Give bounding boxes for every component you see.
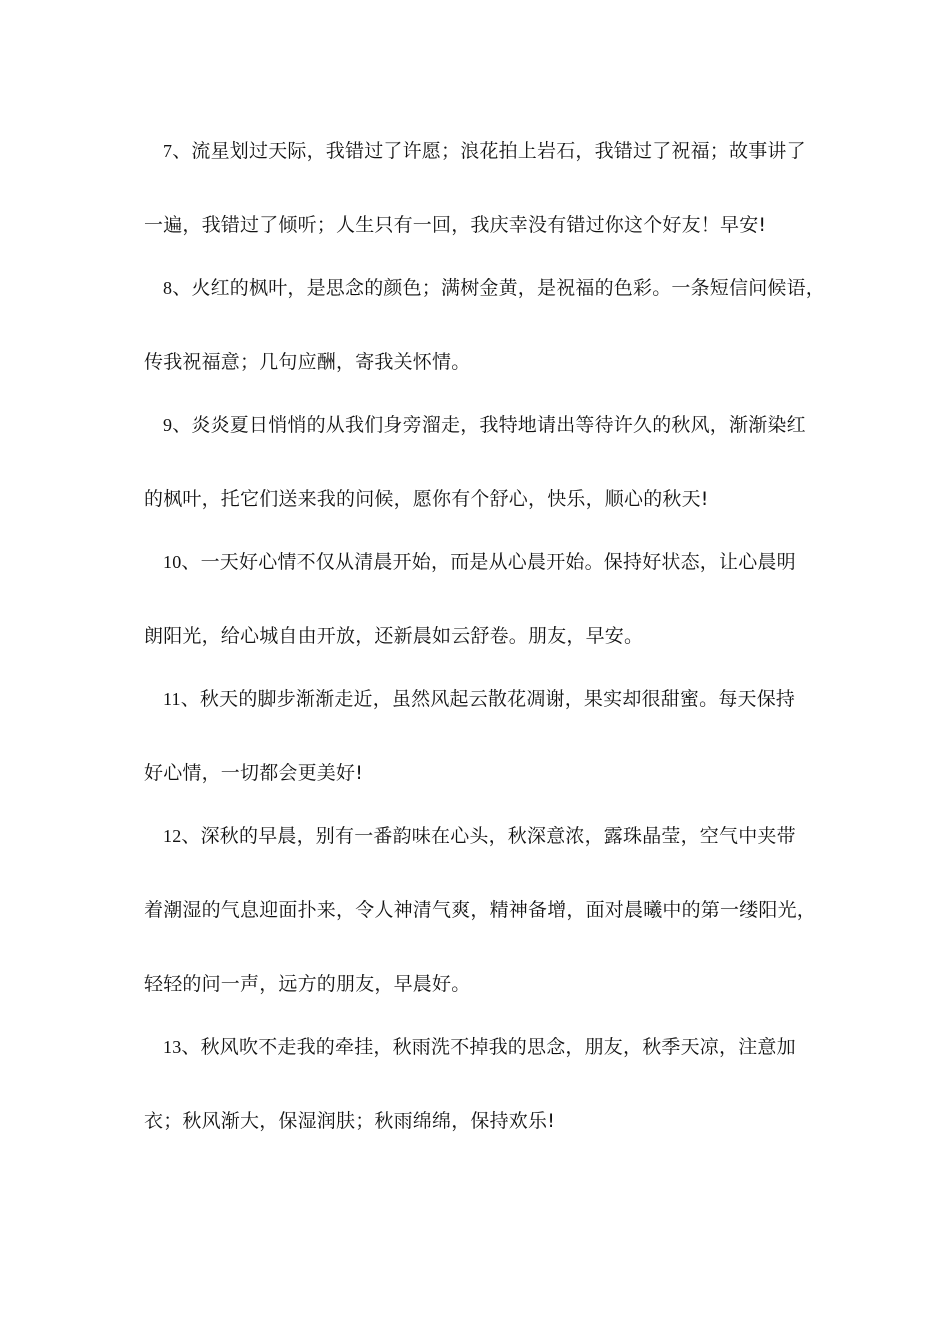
paragraph-text: 、火红的枫叶，是思念的颜色；满树金黄，是祝福的色彩。一条短信问候语， [172, 277, 826, 299]
paragraph-7-line-1 [163, 139, 843, 163]
paragraph-13-line-1 [163, 1035, 843, 1059]
paragraph-8-line-1 [163, 276, 843, 300]
paragraph-9-line-1 [163, 413, 843, 437]
paragraph-10-line-1 [163, 550, 843, 574]
item-number: 8 [163, 278, 173, 298]
item-number: 13 [163, 1037, 182, 1057]
paragraph-text: 、深秋的早晨，别有一番韵味在心头，秋深意浓，露珠晶莹，空气中夹带 [181, 825, 796, 847]
paragraph-11-line-1 [163, 687, 843, 711]
paragraph-text: 、一天好心情不仅从清晨开始，而是从心晨开始。保持好状态，让心晨明 [181, 551, 796, 573]
paragraph-10-line-2: 朗阳光，给心城自由开放，还新晨如云舒卷。朋友，早安。 [144, 625, 644, 647]
item-number: 7 [163, 141, 173, 161]
paragraph-text: 、流星划过天际，我错过了许愿；浪花拍上岩石，我错过了祝福；故事讲了 [172, 140, 806, 162]
paragraph-12-line-3: 轻轻的问一声，远方的朋友，早晨好。 [144, 973, 471, 995]
paragraph-8-line-2: 传我祝福意；几句应酬，寄我关怀情。 [144, 351, 471, 373]
paragraph-text: 、炎炎夏日悄悄的从我们身旁溜走，我特地请出等待许久的秋风，渐渐染红 [172, 414, 806, 436]
item-number: 9 [163, 415, 173, 435]
item-number: 10 [163, 552, 182, 572]
paragraph-7-line-2: 一遍，我错过了倾听；人生只有一回，我庆幸没有错过你这个好友！早安! [144, 214, 767, 236]
paragraph-12-line-1 [163, 824, 843, 848]
item-number: 11 [163, 689, 181, 709]
paragraph-text: 、秋天的脚步渐渐走近，虽然风起云散花凋谢，果实却很甜蜜。每天保持 [180, 688, 796, 710]
paragraph-text: 、秋风吹不走我的牵挂，秋雨洗不掉我的思念，朋友，秋季天凉，注意加 [181, 1036, 796, 1058]
paragraph-11-line-2: 好心情，一切都会更美好! [144, 762, 364, 784]
paragraph-9-line-2: 的枫叶，托它们送来我的问候，愿你有个舒心，快乐，顺心的秋天! [144, 488, 709, 510]
paragraph-12-line-2: 着潮湿的气息迎面扑来，令人神清气爽，精神备增，面对晨曦中的第一缕阳光， [144, 899, 817, 921]
item-number: 12 [163, 826, 182, 846]
paragraph-13-line-2: 衣；秋风渐大，保湿润肤；秋雨绵绵，保持欢乐! [144, 1110, 556, 1132]
